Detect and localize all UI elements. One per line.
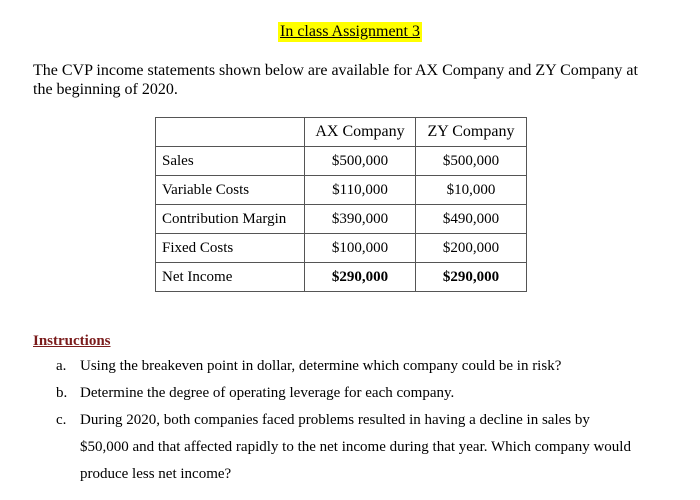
list-marker: b. [56,385,68,401]
table-row [156,147,527,176]
cell-ax: $100,000 [305,234,416,263]
row-label: Net Income [156,263,305,292]
table-row [156,263,527,292]
cell-zy: $10,000 [416,176,527,205]
row-label: Contribution Margin [156,205,305,234]
cvp-income-table [155,117,527,292]
list-item-text: Determine the degree of operating leverage for each company. [80,385,455,401]
cell-zy: $200,000 [416,234,527,263]
table-header-row [156,118,527,147]
table-header-empty [156,118,305,147]
row-label: Fixed Costs [156,234,305,263]
list-item [56,380,636,407]
cell-zy: $490,000 [416,205,527,234]
list-item [56,407,636,488]
title-container [0,22,700,42]
list-marker: a. [56,358,67,374]
cell-ax: $390,000 [305,205,416,234]
table-header-zy: ZY Company [416,118,527,147]
list-marker: c. [56,412,67,428]
cell-ax: $500,000 [305,147,416,176]
list-item-text: During 2020, both companies faced problems resulted in having a decline in sales by $50,000 and that affected rapidly to the net income during that year. Which company would produce less net income? [80,412,631,482]
assignment-title: In class Assignment 3 [280,23,420,40]
instructions-heading: Instructions [33,333,111,349]
cell-ax: $110,000 [305,176,416,205]
instructions-list [56,353,636,488]
cell-zy: $290,000 [416,263,527,292]
row-label: Variable Costs [156,176,305,205]
table-row [156,234,527,263]
cell-zy: $500,000 [416,147,527,176]
table-header-ax: AX Company [305,118,416,147]
list-item-text: Using the breakeven point in dollar, determine which company could be in risk? [80,358,562,374]
list-item [56,353,636,380]
row-label: Sales [156,147,305,176]
intro-paragraph: The CVP income statements shown below are available for AX Company and ZY Company at the beginning of 2020. [33,62,638,98]
cell-ax: $290,000 [305,263,416,292]
table-row [156,205,527,234]
table-row [156,176,527,205]
